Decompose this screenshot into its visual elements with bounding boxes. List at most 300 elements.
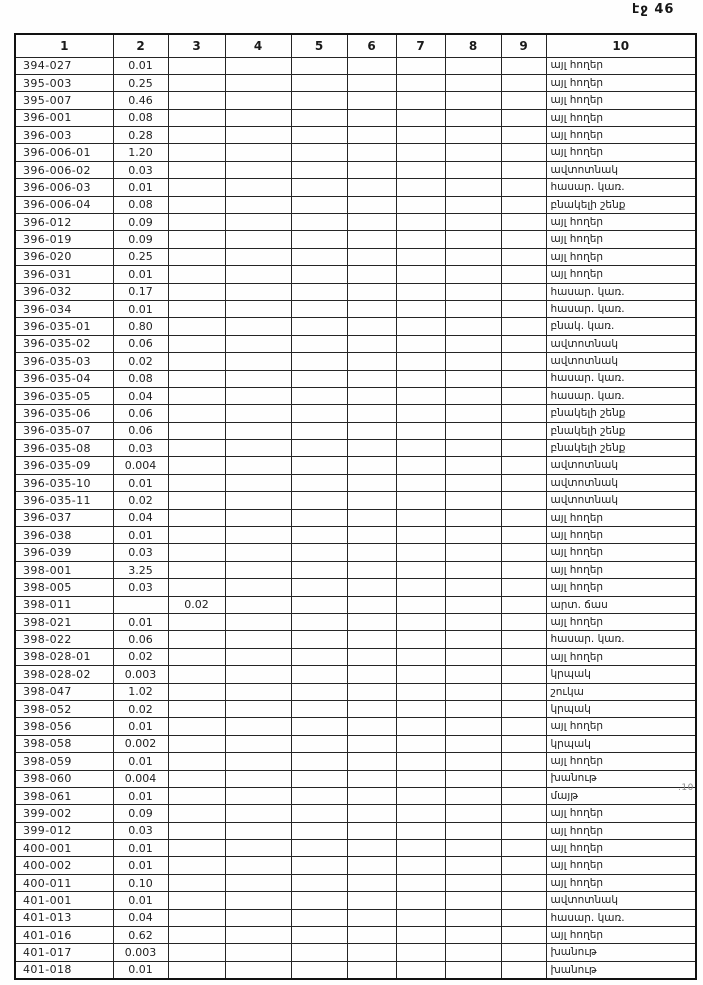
value-cell [396,735,445,752]
value-cell [445,179,501,196]
value-cell [347,596,396,613]
table-row [15,579,696,596]
value-cell [445,718,501,735]
parcel-code-cell: 396-006-04 [15,196,113,213]
value-cell [347,666,396,683]
value-cell [225,283,291,300]
land-use-cell: այլ հողեր [546,822,696,839]
value-cell [168,422,225,439]
value-cell [396,648,445,665]
land-use-cell: այլ հողեր [546,231,696,248]
value-cell [168,440,225,457]
land-use-cell: այլ հողեր [546,753,696,770]
land-use-cell: խանութ [546,770,696,787]
value-cell [347,57,396,74]
table-row [15,440,696,457]
value-cell [501,683,546,700]
value-cell [225,57,291,74]
value-cell: 1.20 [113,144,168,161]
value-cell: 0.01 [113,857,168,874]
value-cell [445,283,501,300]
margin-stray-mark: .10 [678,783,694,793]
value-cell [501,631,546,648]
parcel-code-cell: 396-038 [15,527,113,544]
table-row [15,248,696,265]
value-cell [225,822,291,839]
value-cell [291,961,347,978]
land-use-cell: այլ հողեր [546,927,696,944]
land-use-cell: այլ հողեր [546,57,696,74]
value-cell: 0.03 [113,822,168,839]
value-cell [501,805,546,822]
parcel-code-cell: 401-013 [15,909,113,926]
value-cell [347,231,396,248]
value-cell [291,283,347,300]
value-cell [501,231,546,248]
land-use-cell: շուկա [546,683,696,700]
parcel-code-cell: 398-056 [15,718,113,735]
value-cell [396,666,445,683]
value-cell [445,857,501,874]
value-cell [225,231,291,248]
table-row [15,266,696,283]
table-row [15,335,696,352]
value-cell [501,179,546,196]
value-cell [291,561,347,578]
land-use-cell: այլ հողեր [546,509,696,526]
parcel-code-cell: 398-052 [15,700,113,717]
value-cell [168,614,225,631]
table-row [15,805,696,822]
table-row [15,596,696,613]
value-cell: 0.03 [113,544,168,561]
value-cell [347,127,396,144]
value-cell [291,822,347,839]
value-cell [445,109,501,126]
value-cell [168,700,225,717]
parcel-code-cell: 396-006-03 [15,179,113,196]
parcel-code-cell: 400-011 [15,874,113,891]
land-use-cell: ավտոտնակ [546,492,696,509]
value-cell [225,387,291,404]
value-cell [347,161,396,178]
value-cell [168,892,225,909]
page-number-label: էջ 46 [632,2,675,17]
parcel-code-cell: 396-003 [15,127,113,144]
value-cell [225,353,291,370]
value-cell [347,179,396,196]
value-cell [168,961,225,978]
land-use-cell: հասար. կառ. [546,387,696,404]
land-use-cell: այլ հողեր [546,874,696,891]
value-cell [347,648,396,665]
value-cell [396,405,445,422]
value-cell [168,840,225,857]
value-cell: 0.80 [113,318,168,335]
value-cell [445,214,501,231]
value-cell [501,214,546,231]
value-cell [396,596,445,613]
table-header [15,34,696,57]
value-cell [501,753,546,770]
value-cell [168,474,225,491]
land-use-cell: մայթ [546,787,696,804]
land-use-cell: այլ հողեր [546,214,696,231]
value-cell [396,248,445,265]
value-cell [501,335,546,352]
land-use-cell: այլ հողեր [546,144,696,161]
value-cell [291,909,347,926]
value-cell [225,648,291,665]
value-cell [445,700,501,717]
value-cell [291,318,347,335]
value-cell [396,266,445,283]
value-cell [347,92,396,109]
value-cell: 0.09 [113,231,168,248]
value-cell [396,161,445,178]
table-body [15,57,696,979]
value-cell [396,214,445,231]
value-cell: 0.02 [168,596,225,613]
value-cell [225,196,291,213]
value-cell [396,509,445,526]
value-cell [168,579,225,596]
header-cell-3: 3 [168,34,225,57]
header-cell-5: 5 [291,34,347,57]
value-cell [445,422,501,439]
value-cell [225,127,291,144]
table-row [15,544,696,561]
value-cell [347,700,396,717]
parcel-code-cell: 395-007 [15,92,113,109]
value-cell [225,857,291,874]
value-cell [291,735,347,752]
value-cell [347,422,396,439]
value-cell [396,144,445,161]
header-cell-6: 6 [347,34,396,57]
value-cell: 0.01 [113,718,168,735]
value-cell: 0.03 [113,440,168,457]
value-cell [225,718,291,735]
value-cell [168,74,225,91]
value-cell [396,753,445,770]
table-row [15,614,696,631]
value-cell [347,492,396,509]
value-cell: 0.46 [113,92,168,109]
header-cell-4: 4 [225,34,291,57]
value-cell [168,405,225,422]
value-cell: 0.04 [113,909,168,926]
value-cell: 0.06 [113,422,168,439]
value-cell [347,961,396,978]
value-cell [168,527,225,544]
value-cell [225,440,291,457]
value-cell [501,474,546,491]
value-cell [291,161,347,178]
value-cell [347,405,396,422]
value-cell [501,300,546,317]
table-row [15,57,696,74]
value-cell [501,770,546,787]
land-use-cell: այլ հողեր [546,805,696,822]
value-cell [396,805,445,822]
parcel-code-cell: 398-001 [15,561,113,578]
value-cell [501,492,546,509]
parcel-code-cell: 396-035-07 [15,422,113,439]
table-row [15,144,696,161]
value-cell [396,196,445,213]
value-cell [225,840,291,857]
land-use-cell: խանութ [546,944,696,961]
value-cell [445,683,501,700]
value-cell [445,892,501,909]
land-use-cell: ավտոտնակ [546,335,696,352]
value-cell [347,683,396,700]
value-cell: 0.01 [113,753,168,770]
value-cell [396,718,445,735]
table-row [15,405,696,422]
parcel-code-cell: 396-035-10 [15,474,113,491]
value-cell: 0.25 [113,74,168,91]
value-cell [445,753,501,770]
parcel-code-cell: 398-028-02 [15,666,113,683]
value-cell [291,492,347,509]
value-cell [396,909,445,926]
value-cell [291,127,347,144]
value-cell [396,944,445,961]
value-cell [501,840,546,857]
value-cell [445,509,501,526]
table-row [15,492,696,509]
value-cell [396,57,445,74]
value-cell: 0.003 [113,666,168,683]
value-cell: 0.10 [113,874,168,891]
value-cell: 0.06 [113,405,168,422]
value-cell [445,231,501,248]
value-cell [396,109,445,126]
land-use-cell: հասար. կառ. [546,283,696,300]
value-cell [445,405,501,422]
value-cell [347,614,396,631]
value-cell [445,927,501,944]
value-cell [168,631,225,648]
value-cell [396,892,445,909]
value-cell [291,666,347,683]
table-row [15,161,696,178]
value-cell [445,527,501,544]
value-cell [501,283,546,300]
value-cell [501,544,546,561]
value-cell: 1.02 [113,683,168,700]
value-cell [225,457,291,474]
parcel-code-cell: 400-002 [15,857,113,874]
value-cell [501,440,546,457]
value-cell [225,179,291,196]
value-cell [225,266,291,283]
table-row [15,474,696,491]
value-cell [225,509,291,526]
value-cell [225,92,291,109]
land-use-cell: հասար. կառ. [546,631,696,648]
parcel-code-cell: 401-018 [15,961,113,978]
value-cell [445,544,501,561]
value-cell [445,666,501,683]
table-row [15,92,696,109]
value-cell [445,370,501,387]
value-cell [396,335,445,352]
value-cell: 0.02 [113,353,168,370]
value-cell: 0.01 [113,527,168,544]
land-use-cell: այլ հողեր [546,614,696,631]
header-cell-10: 10 [546,34,696,57]
value-cell [501,874,546,891]
parcel-code-cell: 396-006-02 [15,161,113,178]
value-cell [291,544,347,561]
value-cell [291,300,347,317]
table-row [15,961,696,978]
land-use-cell: կրպակ [546,700,696,717]
parcel-code-cell: 396-001 [15,109,113,126]
value-cell [225,318,291,335]
value-cell [291,144,347,161]
parcel-code-cell: 401-017 [15,944,113,961]
value-cell [168,214,225,231]
value-cell [396,440,445,457]
value-cell: 0.02 [113,492,168,509]
value-cell [168,735,225,752]
value-cell [168,161,225,178]
value-cell [291,805,347,822]
value-cell [291,214,347,231]
table-row [15,127,696,144]
value-cell [291,422,347,439]
value-cell [225,666,291,683]
value-cell [396,614,445,631]
value-cell [396,300,445,317]
value-cell [291,266,347,283]
value-cell [225,805,291,822]
value-cell [396,579,445,596]
table-row [15,787,696,804]
value-cell [347,144,396,161]
value-cell [347,109,396,126]
land-use-cell: այլ հողեր [546,92,696,109]
value-cell [291,335,347,352]
table-row [15,770,696,787]
parcel-code-cell: 398-028-01 [15,648,113,665]
value-cell [347,370,396,387]
value-cell [291,527,347,544]
value-cell [396,283,445,300]
table-row [15,527,696,544]
value-cell [347,214,396,231]
value-cell [225,909,291,926]
value-cell [445,353,501,370]
table-row [15,214,696,231]
value-cell [291,179,347,196]
land-use-cell: արտ. ճաս [546,596,696,613]
value-cell [291,57,347,74]
value-cell [291,700,347,717]
value-cell [501,909,546,926]
value-cell [225,335,291,352]
value-cell [347,300,396,317]
value-cell [347,579,396,596]
value-cell [347,248,396,265]
value-cell [396,561,445,578]
parcel-code-cell: 398-022 [15,631,113,648]
value-cell [396,683,445,700]
value-cell [501,422,546,439]
parcel-code-cell: 396-006-01 [15,144,113,161]
land-use-cell: այլ հողեր [546,544,696,561]
value-cell [168,144,225,161]
parcel-code-cell: 399-002 [15,805,113,822]
value-cell: 0.004 [113,770,168,787]
value-cell [347,822,396,839]
value-cell [347,718,396,735]
value-cell: 0.06 [113,631,168,648]
table-row [15,648,696,665]
parcel-code-cell: 396-035-01 [15,318,113,335]
value-cell [168,805,225,822]
land-use-cell: այլ հողեր [546,561,696,578]
value-cell [225,961,291,978]
land-use-cell: այլ հողեր [546,527,696,544]
value-cell [396,474,445,491]
parcel-code-cell: 399-012 [15,822,113,839]
land-use-cell: հասար. կառ. [546,179,696,196]
value-cell [168,718,225,735]
table-row [15,822,696,839]
value-cell [168,822,225,839]
parcel-code-cell: 400-001 [15,840,113,857]
value-cell [396,231,445,248]
value-cell [396,822,445,839]
value-cell [291,440,347,457]
table-row [15,892,696,909]
land-use-cell: ավտոտնակ [546,457,696,474]
value-cell: 0.01 [113,892,168,909]
parcel-code-cell: 396-035-04 [15,370,113,387]
value-cell [396,840,445,857]
value-cell [501,370,546,387]
value-cell [347,805,396,822]
table-row [15,109,696,126]
land-use-cell: հասար. կառ. [546,370,696,387]
value-cell [168,92,225,109]
table-row [15,318,696,335]
value-cell: 0.28 [113,127,168,144]
value-cell [168,179,225,196]
value-cell [347,735,396,752]
value-cell [501,614,546,631]
table-row [15,196,696,213]
value-cell [168,927,225,944]
value-cell: 0.01 [113,266,168,283]
value-cell [501,92,546,109]
parcel-code-cell: 394-027 [15,57,113,74]
land-parcel-table [14,33,697,980]
value-cell [347,892,396,909]
value-cell [445,144,501,161]
value-cell [501,353,546,370]
land-use-cell: հասար. կառ. [546,909,696,926]
table-row [15,683,696,700]
parcel-code-cell: 396-035-09 [15,457,113,474]
value-cell [445,874,501,891]
header-cell-1: 1 [15,34,113,57]
